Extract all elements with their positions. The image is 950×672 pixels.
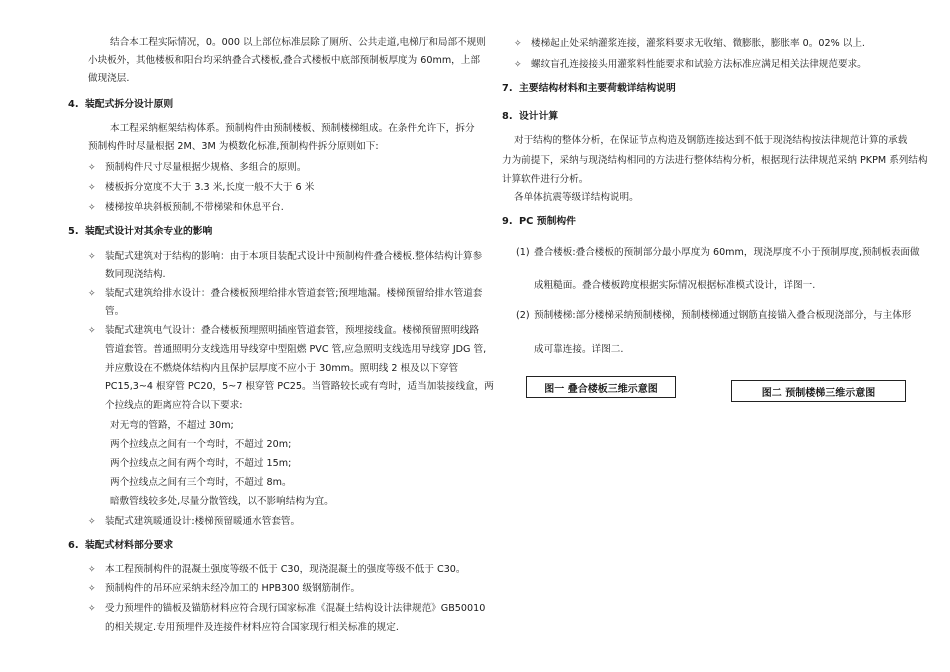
section-5-number: 5. (68, 226, 79, 237)
section-8-para-line: 力为前提下，采纳与现浇结构相同的方法进行整体结构分析，根据现行法律规范采纳 PKPM 系列结构 (502, 155, 928, 166)
pull-point-rule: 对无弯的管路，不超过 30m; (110, 420, 234, 431)
diamond-bullet-icon: ✧ (88, 289, 96, 299)
pc-item-2-cont: 成可靠连接。详图二. (534, 344, 624, 355)
diamond-bullet-icon: ✧ (514, 39, 522, 49)
section-6-heading (68, 539, 173, 553)
section-4-number: 4. (68, 99, 79, 110)
section-4-item-text: 楼梯按单块斜板预制,不带梯梁和休息平台. (105, 202, 284, 213)
bullet-text: 装配式建筑给排水设计：叠合楼板预埋给排水管道套管;预埋地漏。楼梯预留给排水管道套 (105, 288, 483, 299)
pc-item-1-cont: 成粗糙面。叠合楼板跨度根据实际情况根据标准模式设计，详图一. (534, 280, 816, 291)
section-5-bullet-3 (88, 324, 479, 338)
section-4-item (88, 201, 284, 215)
section-5-bullet-3-cont: 管道套管。普通照明分支线选用导线穿中型阻燃 PVC 管,应急照明支线选用导线穿 JDG 管, (105, 344, 487, 355)
pc-item-1-number: (1) (516, 247, 530, 258)
section-6-bullet-2 (88, 582, 360, 596)
section-8-number: 8. (502, 111, 513, 122)
section-4-heading (68, 98, 173, 112)
diamond-bullet-icon: ✧ (88, 252, 96, 262)
pull-point-rule: 两个拉线点之间有两个弯时，不超过 15m; (110, 458, 292, 469)
section-8-title: 设计计算 (519, 111, 559, 122)
section-8-para-line: 对于结构的整体分析，在保证节点构造及钢筋连接达到不低于现浇结构按法律规范计算的承载 (514, 135, 908, 146)
section-8-heading (502, 110, 558, 124)
bullet-text: 楼梯起止处采纳灌浆连接，灌浆料要求无收缩、微膨胀，膨胀率 0。02% 以上. (531, 38, 865, 49)
intro-line-3: 做现浇层. (88, 73, 130, 84)
pc-item-2-text: 预制楼梯:部分楼梯采纳预制楼梯，预制楼梯通过钢筋直接锚入叠合板现浇部分，与主体形 (534, 310, 912, 321)
section-6-bullet-1 (88, 563, 466, 577)
section-4-para-line-1: 本工程采纳框架结构体系。预制构件由预制楼板、预制楼梯组成。在条件允许下，拆分 (110, 123, 475, 134)
bullet-text: 预制构件的吊环应采纳未经冷加工的 HPB300 级钢筋制作。 (105, 583, 361, 594)
section-6-number: 6. (68, 540, 79, 551)
section-5-bullet-4 (88, 515, 300, 529)
bullet-text: 装配式建筑对于结构的影响：由于本项目装配式设计中预制构件叠合楼板.整体结构计算参 (105, 251, 483, 262)
grout-item (514, 58, 867, 72)
diamond-bullet-icon: ✧ (88, 203, 96, 213)
pull-point-rule: 暗敷管线较多处,尽量分散管线，以不影响结构为宜。 (110, 496, 334, 507)
bullet-text: 装配式建筑电气设计：叠合楼板预埋照明插座管道套管，预埋接线盒。楼梯预留照明线路 (105, 325, 480, 336)
section-5-bullet-1 (88, 250, 482, 264)
section-4-item (88, 181, 314, 195)
diamond-bullet-icon: ✧ (88, 604, 96, 614)
pull-point-rule: 两个拉线点之间有一个弯时，不超过 20m; (110, 439, 292, 450)
section-9-heading (502, 215, 576, 229)
bullet-text: 装配式建筑暖通设计:楼梯预留暖通水管套管。 (105, 516, 301, 527)
section-5-bullet-3-cont: PC15,3~4 根穿管 PC20，5~7 根穿管 PC25。当管路较长或有弯时，适当加装接线盒，两 (105, 381, 494, 392)
section-7-title: 主要结构材料和主要荷载详结构说明 (519, 83, 676, 94)
section-4-item-text: 预制构件尺寸尽量根据少规格、多组合的原则。 (105, 162, 307, 173)
section-5-bullet-1-cont: 数同现浇结构. (105, 269, 166, 280)
diamond-bullet-icon: ✧ (88, 565, 96, 575)
bullet-text: 螺纹盲孔连接接头用灌浆料性能要求和试验方法标准应满足相关法律规范要求。 (531, 59, 867, 70)
section-7-heading (502, 82, 676, 96)
section-5-bullet-3-cont: 个拉线点的距离应符合以下要求: (105, 400, 243, 411)
section-6-title: 装配式材料部分要求 (85, 540, 174, 551)
figure-2-caption: 图二 预制楼梯三维示意图 (731, 380, 906, 402)
section-4-title: 装配式拆分设计原则 (85, 99, 174, 110)
section-6-bullet-3 (88, 602, 485, 616)
diamond-bullet-icon: ✧ (514, 60, 522, 70)
diamond-bullet-icon: ✧ (88, 163, 96, 173)
bullet-text: 受力预埋件的锚板及锚筋材料应符合现行国家标准《混凝土结构设计法律规范》GB50010 (105, 603, 486, 614)
section-4-item (88, 161, 306, 175)
section-5-bullet-3-cont: 并应敷设在不燃烧体结构内且保护层厚度不应小于 30mm。照明线 2 根及以下穿管 (105, 363, 459, 374)
section-9-title: PC 预制构件 (519, 216, 576, 227)
bullet-text: 本工程预制构件的混凝土强度等级不低于 C30，现浇混凝土的强度等级不低于 C30。 (105, 564, 466, 575)
grout-item (514, 37, 865, 51)
intro-line-1: 结合本工程实际情况，0。000 以上部位标准层除了厕所、公共走道,电梯厅和局部不规则 (110, 37, 486, 48)
figure-1-caption: 图一 叠合楼板三维示意图 (526, 376, 676, 398)
diamond-bullet-icon: ✧ (88, 326, 96, 336)
section-8-para-line: 计算软件进行分析。 (502, 174, 589, 185)
section-5-bullet-2 (88, 287, 482, 301)
section-5-heading (68, 225, 212, 239)
section-4-item-text: 楼板拆分宽度不大于 3.3 米,长度一般不大于 6 米 (105, 182, 315, 193)
intro-line-2: 小块板外，其他楼板和阳台均采纳叠合式楼板,叠合式楼板中底部预制板厚度为 60mm，上部 (88, 55, 480, 66)
section-6-bullet-3-cont: 的相关规定.专用预埋件及连接件材料应符合国家现行相关标准的规定. (105, 622, 399, 633)
pc-item-2 (516, 309, 911, 323)
section-8-para-line: 各单体抗震等级详结构说明。 (514, 192, 639, 203)
pc-item-1-text: 叠合楼板:叠合楼板的预制部分最小厚度为 60mm，现浇厚度不小于预制厚度,预制板表面做 (534, 247, 920, 258)
pull-point-rule: 两个拉线点之间有三个弯时，不超过 8m。 (110, 477, 292, 488)
diamond-bullet-icon: ✧ (88, 584, 96, 594)
section-9-number: 9. (502, 216, 513, 227)
section-4-para-line-2: 预制构件时尽量根据 2M、3M 为模数化标准,预制构件拆分原则如下: (88, 141, 379, 152)
section-7-number: 7. (502, 83, 513, 94)
section-5-title: 装配式设计对其余专业的影响 (85, 226, 213, 237)
pc-item-2-number: (2) (516, 310, 530, 321)
pc-item-1 (516, 246, 920, 260)
section-5-bullet-2-cont: 管。 (105, 306, 125, 317)
diamond-bullet-icon: ✧ (88, 183, 96, 193)
diamond-bullet-icon: ✧ (88, 517, 96, 527)
